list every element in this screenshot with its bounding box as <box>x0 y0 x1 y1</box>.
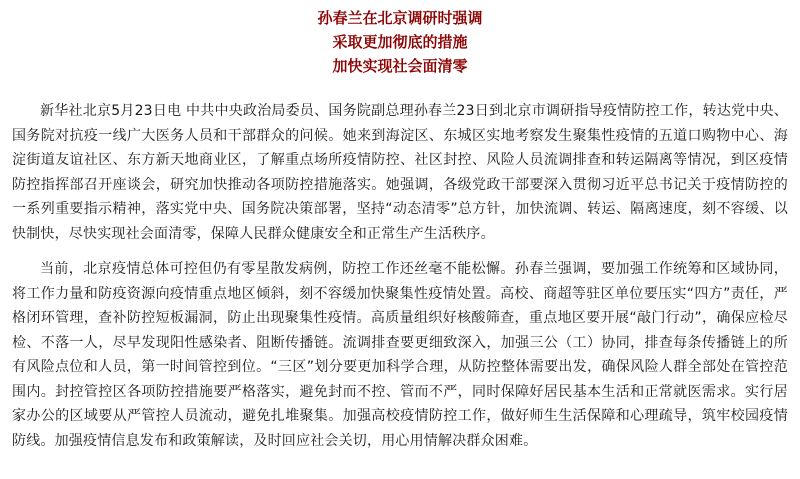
headline-spacer <box>12 78 788 99</box>
headline-line-1: 孙春兰在北京调研时强调 <box>317 9 483 27</box>
article-headline <box>12 6 788 78</box>
paragraph-spacer <box>12 246 788 257</box>
headline-line-2: 采取更加彻底的措施 <box>332 33 468 51</box>
body-paragraph-1: 新华社北京5月23日电 中共中央政治局委员、国务院副总理孙春兰23日到北京市调研指导疫情防控工作，转达党中央、国务院对抗疫一线广大医务人员和干部群众的问候。她来到海淀区、东城区实地考察发生聚集性疫情的五道口购物中心、海淀街道友谊社区、东方新天地商业区，了解重点场所疫情防控、社区封控、风险人员流调排查和转运隔离等情况，到区疫情防控指挥部召开座谈会，研究加快推动各项防控措施落实。她强调，各级党政干部要深入贯彻习近平总书记关于疫情防控的一系列重要指示精神，落实党中央、国务院决策部署，坚持“动态清零”总方针，加快流调、转运、隔离速度，刻不容缓、以快制快，尽快实现社会面清零，保障人民群众健康安全和正常生产生活秩序。 <box>12 103 788 242</box>
headline-line-3: 加快实现社会面清零 <box>332 57 468 75</box>
body-paragraph-2: 当前，北京疫情总体可控但仍有零星散发病例，防控工作还丝毫不能松懈。孙春兰强调，要加强工作统筹和区域协同，将工作力量和防疫资源向疫情重点地区倾斜，刻不容缓加快聚集性疫情处置。高校、商超等驻区单位要压实“四方”责任，严格闭环管理，查补防控短板漏洞，防止出现聚集性疫情。高质量组织好核酸筛查，重点地区要开展“敲门行动”，确保应检尽检、不落一人，尽早发现阳性感染者、阻断传播链。流调排查要更细致深入，加强三公（工）协同，排查每条传播链上的所有风险点位和人员，第一时间管控到位。“三区”划分要更加科学合理，从防控整体需要出发，确保风险人群全部处在管控范围内。封控管控区各项防控措施要严格落实，避免封而不控、管而不严，同时保障好居民基本生活和正常就医需求。实行居家办公的区域要从严管控人员流动，避免扎堆聚集。加强高校疫情防控工作，做好师生生活保障和心理疏导，筑牢校园疫情防线。加强疫情信息发布和政策解读，及时回应社会关切，用心用情解决群众困难。 <box>12 261 788 449</box>
